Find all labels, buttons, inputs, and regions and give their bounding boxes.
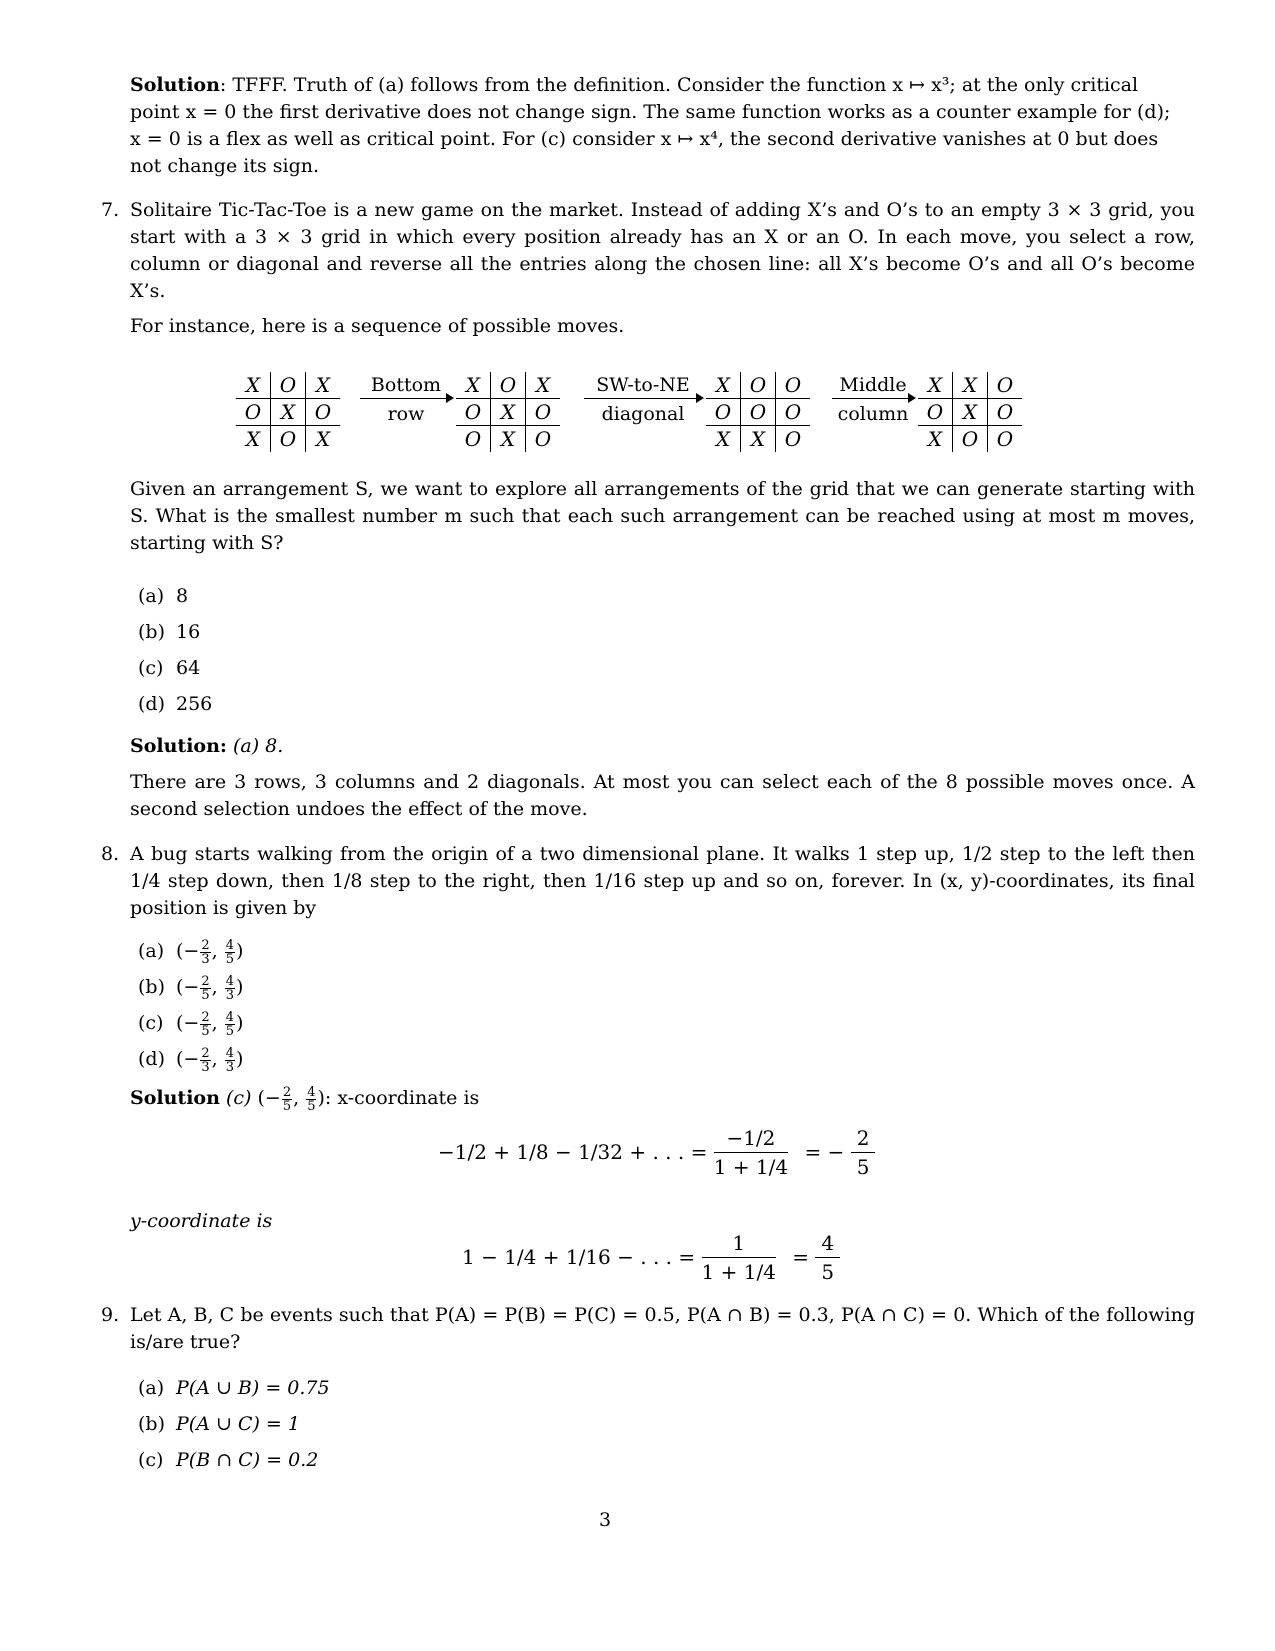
denominator: 5 xyxy=(282,1098,292,1114)
option-label: (c) xyxy=(138,657,164,679)
fraction xyxy=(714,1124,788,1181)
tic-tac-toe-grid xyxy=(706,372,810,452)
question-7-solution xyxy=(130,733,1195,760)
grid-cell: X xyxy=(526,372,561,399)
solution-label: Solution xyxy=(130,1087,220,1109)
numerator: 4 xyxy=(225,1009,234,1025)
option-label: (b) xyxy=(138,976,165,998)
question-8-text: A bug starts walking from the origin of a two dimensional plane. It walks 1 step up, 1/2 step to the left then 1/4 step down, then 1/8 step to the right, then 1/16 step up and so on, forever. In (x, y)-coordinates, its final position is given by xyxy=(130,843,1195,919)
solution-6-text: x = 0 is a flex as well as critical point. For (c) consider x ↦ x⁴, the second derivative vanishes at 0 but does xyxy=(130,128,1159,150)
grid-cell: O xyxy=(526,426,561,453)
denominator: 3 xyxy=(201,1059,210,1075)
move-label-bottom: diagonal xyxy=(601,403,685,425)
question-7-explanation: There are 3 rows, 3 columns and 2 diagonals. At most you can select each of the 8 possible moves once. A second selection undoes the effect of the move. xyxy=(130,771,1195,820)
grid-cell: X xyxy=(465,373,481,397)
option-c[interactable]: (c) (− $\frac{2}{5}$ , $\frac{4}{5}$ ) xyxy=(138,1005,243,1041)
grid-row xyxy=(918,426,1022,453)
option-label: (c) xyxy=(138,1012,164,1034)
option-b[interactable] xyxy=(138,614,212,650)
option-c[interactable] xyxy=(138,1442,330,1478)
grid-row xyxy=(456,426,560,453)
grid-cell: O xyxy=(491,372,526,399)
option-label: (d) xyxy=(138,1048,165,1070)
fraction xyxy=(225,1047,235,1074)
question-8-number: 8. xyxy=(101,843,120,865)
grid-cell: X xyxy=(306,426,341,453)
move-label-top: Middle xyxy=(832,372,914,399)
denominator: 3 xyxy=(225,1059,234,1075)
numerator: 2 xyxy=(201,1045,210,1061)
grid-row xyxy=(918,399,1022,426)
solution-6-text: point x = 0 the first derivative does not change sign. The same function works as a counter example for (d); xyxy=(130,101,1171,123)
option-text: 64 xyxy=(176,657,201,679)
denominator: 3 xyxy=(201,951,210,967)
grid-cell: O xyxy=(988,372,1023,399)
question-8-solution: Solution (c) (− $\frac{2}{5}$ , $\frac{4}{5}$ ): x-coordinate is xyxy=(130,1084,480,1114)
grid-row xyxy=(456,372,560,399)
grid-cell: O xyxy=(776,399,811,426)
option-a[interactable] xyxy=(138,1370,330,1406)
grid-cell: X xyxy=(706,426,741,453)
fraction xyxy=(200,1047,210,1074)
fraction xyxy=(225,975,235,1002)
grid-cell: O xyxy=(271,426,306,453)
numerator: 2 xyxy=(851,1124,876,1153)
grid-cell: O xyxy=(526,399,561,426)
move-label-bottom: row xyxy=(387,403,425,425)
numerator: 4 xyxy=(307,1084,316,1100)
move-label-top: SW-to-NE xyxy=(584,372,702,399)
numerator: 2 xyxy=(201,1009,210,1025)
option-a[interactable]: (a) (− $\frac{2}{3}$ , $\frac{4}{5}$ ) xyxy=(138,933,243,969)
grid-cell: X xyxy=(918,426,953,453)
fraction xyxy=(282,1086,292,1113)
denominator: 5 xyxy=(307,1098,316,1114)
numerator: 2 xyxy=(282,1084,292,1100)
move-arrow xyxy=(360,372,452,427)
fraction xyxy=(306,1086,316,1113)
solution-6-line xyxy=(130,72,1195,99)
grid-row xyxy=(706,372,810,399)
solution-6 xyxy=(130,72,1195,180)
grid-row xyxy=(236,372,340,399)
fraction xyxy=(702,1229,776,1286)
grid-row xyxy=(918,372,1022,399)
tic-tac-toe-grid xyxy=(236,372,340,452)
option-label: (a) xyxy=(138,585,165,607)
solution-label: Solution xyxy=(130,74,220,96)
numerator: 2 xyxy=(201,937,210,953)
grid-cell: X xyxy=(953,399,988,426)
grid-cell: O xyxy=(741,399,776,426)
numerator: 2 xyxy=(201,973,210,989)
option-label: (a) xyxy=(138,1377,165,1399)
equation-y xyxy=(462,1229,840,1286)
option-label: (d) xyxy=(138,693,165,715)
solution-answer: (a) 8. xyxy=(232,735,284,757)
question-7-options xyxy=(138,578,212,722)
option-d[interactable]: (d) (− $\frac{2}{3}$ , $\frac{4}{3}$ ) xyxy=(138,1041,243,1077)
grid-cell: O xyxy=(456,426,491,453)
grid-cell: O xyxy=(988,399,1023,426)
denominator: 5 xyxy=(821,1260,835,1284)
option-b[interactable]: (b) (− $\frac{2}{5}$ , $\frac{4}{3}$ ) xyxy=(138,969,243,1005)
move-label-bottom: column xyxy=(837,403,909,425)
option-label: (a) xyxy=(138,940,165,962)
y-coordinate-label: y-coordinate is xyxy=(130,1210,273,1232)
option-d[interactable] xyxy=(138,686,212,722)
grid-cell: O xyxy=(706,399,741,426)
denominator: 1 + 1/4 xyxy=(713,1155,789,1179)
grid-cell: X xyxy=(306,372,341,399)
grid-row xyxy=(456,399,560,426)
page-number: 3 xyxy=(598,1509,612,1531)
grid-cell: X xyxy=(953,372,988,399)
tic-tac-toe-grid xyxy=(456,372,560,452)
option-c[interactable] xyxy=(138,650,212,686)
option-label: (b) xyxy=(138,621,165,643)
denominator: 5 xyxy=(225,1023,234,1039)
grid-cell: X xyxy=(245,373,261,397)
solution-answer: (c) xyxy=(225,1087,252,1109)
move-label-top: Bottom xyxy=(360,372,452,399)
denominator: 1 + 1/4 xyxy=(701,1260,776,1284)
equation-x xyxy=(438,1124,875,1181)
fraction xyxy=(225,939,235,966)
equation-lhs: −1/2 + 1/8 − 1/32 + . . . = xyxy=(438,1140,708,1164)
option-text: 256 xyxy=(176,693,213,715)
denominator: 3 xyxy=(225,987,234,1003)
move-arrow xyxy=(832,372,914,427)
question-8-options xyxy=(138,933,243,1077)
grid-cell: O xyxy=(456,399,491,426)
numerator: 4 xyxy=(225,937,234,953)
grid-row xyxy=(236,426,340,453)
grid-cell: X xyxy=(715,373,731,397)
option-label: (b) xyxy=(138,1413,165,1435)
grid-row xyxy=(236,399,340,426)
question-7-question: Given an arrangement S, we want to explore all arrangements of the grid that we can generate starting with S. What is the smallest number m such that each such arrangement can be reached using at most m moves, starting with S? xyxy=(130,478,1195,554)
fraction xyxy=(815,1229,840,1286)
solution-6-text: : TFFF. Truth of (a) follows from the definition. Consider the function x ↦ x³; at the only critical xyxy=(219,74,1139,96)
fraction xyxy=(851,1124,876,1181)
question-7-example: For instance, here is a sequence of possible moves. xyxy=(130,315,625,337)
numerator: −1/2 xyxy=(714,1124,788,1153)
question-9-number: 9. xyxy=(101,1304,120,1326)
grid-cell: O xyxy=(236,399,271,426)
move-arrow xyxy=(584,372,702,427)
grid-cell: O xyxy=(306,399,341,426)
fraction xyxy=(225,1011,235,1038)
denominator: 5 xyxy=(225,951,234,967)
equation-lhs: 1 − 1/4 + 1/16 − . . . = xyxy=(462,1245,696,1269)
grid-cell: X xyxy=(236,426,271,453)
numerator: 4 xyxy=(815,1229,840,1258)
question-9-text: Let A, B, C be events such that P(A) = P(B) = P(C) = 0.5, P(A ∩ B) = 0.3, P(A ∩ C) = 0. Which of the following is/are true? xyxy=(130,1304,1195,1353)
option-text: 16 xyxy=(176,621,201,643)
grid-cell: O xyxy=(918,399,953,426)
grid-row xyxy=(706,399,810,426)
grid-cell: O xyxy=(741,372,776,399)
option-text: P(A ∪ C) = 1 xyxy=(176,1413,300,1435)
grid-cell: X xyxy=(491,426,526,453)
equation-mid: = xyxy=(792,1245,810,1269)
denominator: 5 xyxy=(201,1023,210,1039)
grid-cell: O xyxy=(776,372,811,399)
grid-cell: O xyxy=(776,426,811,453)
option-b[interactable] xyxy=(138,1406,330,1442)
grid-cell: O xyxy=(953,426,988,453)
solution-label: Solution: xyxy=(130,735,227,757)
question-7-number: 7. xyxy=(101,199,120,221)
question-9-options xyxy=(138,1370,330,1478)
option-text: P(A ∪ B) = 0.75 xyxy=(176,1377,330,1399)
grid-cell: O xyxy=(988,426,1023,453)
grid-cell: X xyxy=(271,399,306,426)
numerator: 4 xyxy=(225,1045,234,1061)
grid-row xyxy=(706,426,810,453)
option-a[interactable] xyxy=(138,578,212,614)
grid-cell: X xyxy=(741,426,776,453)
solution-6-text: not change its sign. xyxy=(130,155,320,177)
question-7-intro: Solitaire Tic-Tac-Toe is a new game on the market. Instead of adding X’s and O’s to an empty 3 × 3 grid, you start with a 3 × 3 grid in which every position already has an X or an O. In each move, you select a row, column or diagonal and reverse all the entries along the chosen line: all X’s become O’s and all O’s become X’s. xyxy=(130,199,1195,302)
option-text: 8 xyxy=(176,585,189,607)
fraction xyxy=(200,975,210,1002)
tic-tac-toe-grid xyxy=(918,372,1022,452)
numerator: 1 xyxy=(702,1229,776,1258)
equation-mid: = − xyxy=(804,1140,845,1164)
grid-cell: X xyxy=(491,399,526,426)
denominator: 5 xyxy=(856,1155,870,1179)
fraction xyxy=(200,1011,210,1038)
option-text: P(B ∩ C) = 0.2 xyxy=(176,1449,319,1471)
denominator: 5 xyxy=(201,987,210,1003)
grid-cell: O xyxy=(271,372,306,399)
x-coordinate-label: : x-coordinate is xyxy=(324,1087,480,1109)
grid-cell: X xyxy=(927,373,943,397)
fraction xyxy=(200,939,210,966)
numerator: 4 xyxy=(225,973,234,989)
option-label: (c) xyxy=(138,1449,164,1471)
